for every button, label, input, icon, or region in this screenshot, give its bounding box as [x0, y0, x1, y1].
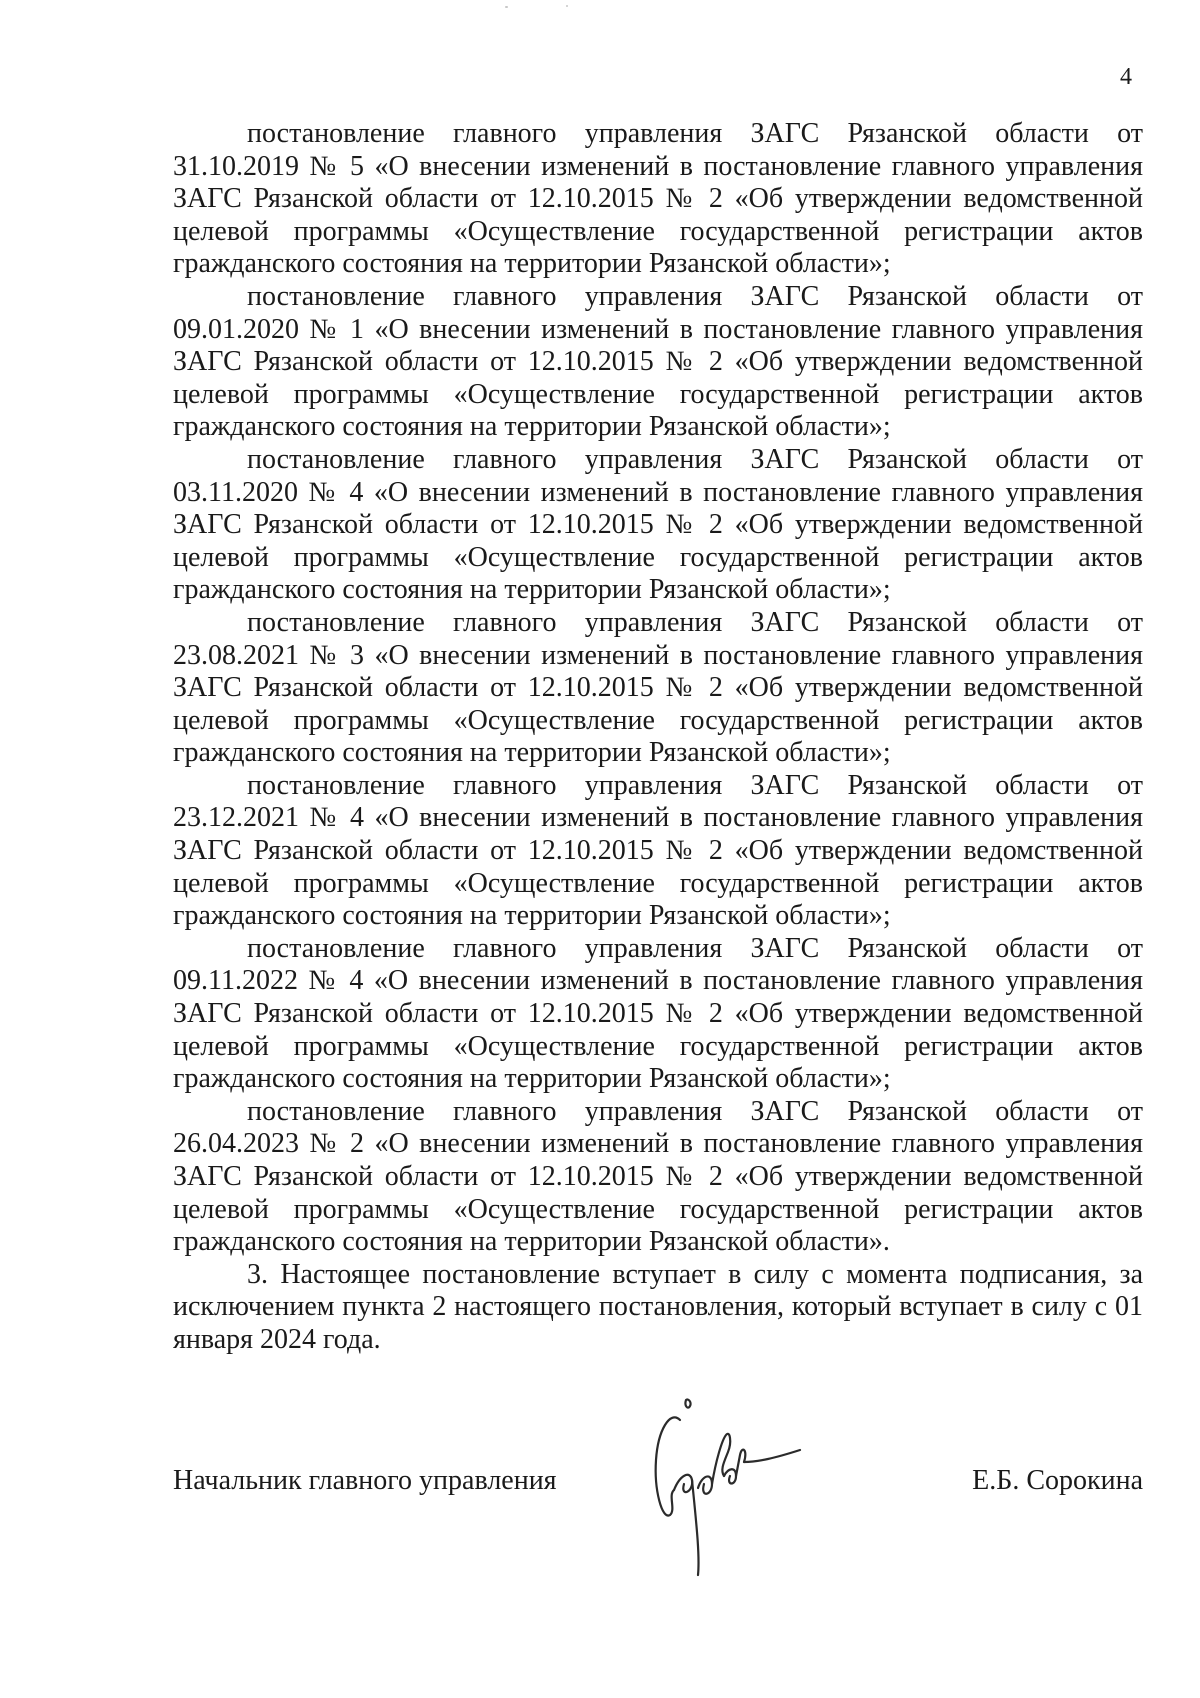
handwritten-signature — [640, 1380, 840, 1580]
list-item-resolution: постановление главного управления ЗАГС Рязанской области от 31.10.2019 № 5 «О внесении изменений в постановление главного управления ЗАГС Рязанской области от 12.10.2015 № 2 «Об утверждении ведомственной целевой программы «Осуществление государственной регистрации актов гражданского состояния на территории Рязанской области»; — [173, 118, 1143, 280]
scan-artifact — [566, 5, 568, 7]
list-item-resolution: постановление главного управления ЗАГС Рязанской области от 23.12.2021 № 4 «О внесении изменений в постановление главного управления ЗАГС Рязанской области от 12.10.2015 № 2 «Об утверждении ведомственной целевой программы «Осуществление государственной регистрации актов гражданского состояния на территории Рязанской области»; — [173, 769, 1143, 932]
list-item-resolution: постановление главного управления ЗАГС Рязанской области от 09.11.2022 № 4 «О внесении изменений в постановление главного управления ЗАГС Рязанской области от 12.10.2015 № 2 «Об утверждении ведомственной целевой программы «Осуществление государственной регистрации актов гражданского состояния на территории Рязанской области»; — [173, 932, 1143, 1095]
list-item-resolution: постановление главного управления ЗАГС Рязанской области от 26.04.2023 № 2 «О внесении изменений в постановление главного управления ЗАГС Рязанской области от 12.10.2015 № 2 «Об утверждении ведомственной целевой программы «Осуществление государственной регистрации актов гражданского состояния на территории Рязанской области». — [173, 1095, 1143, 1258]
scan-artifact — [505, 6, 508, 8]
page-number: 4 — [1120, 64, 1132, 90]
list-item-resolution: постановление главного управления ЗАГС Рязанской области от 03.11.2020 № 4 «О внесении изменений в постановление главного управления ЗАГС Рязанской области от 12.10.2015 № 2 «Об утверждении ведомственной целевой программы «Осуществление государственной регистрации актов гражданского состояния на территории Рязанской области»; — [173, 443, 1143, 606]
document-body — [173, 118, 1143, 1357]
signatory-name: Е.Б. Сорокина — [972, 1465, 1143, 1496]
signatory-position: Начальник главного управления — [173, 1465, 557, 1496]
list-item-resolution: постановление главного управления ЗАГС Рязанской области от 23.08.2021 № 3 «О внесении изменений в постановление главного управления ЗАГС Рязанской области от 12.10.2015 № 2 «Об утверждении ведомственной целевой программы «Осуществление государственной регистрации актов гражданского состояния на территории Рязанской области»; — [173, 606, 1143, 769]
list-item-resolution: постановление главного управления ЗАГС Рязанской области от 09.01.2020 № 1 «О внесении изменений в постановление главного управления ЗАГС Рязанской области от 12.10.2015 № 2 «Об утверждении ведомственной целевой программы «Осуществление государственной регистрации актов гражданского состояния на территории Рязанской области»; — [173, 280, 1143, 443]
clause-3-effective-date: 3. Настоящее постановление вступает в силу с момента подписания, за исключением пункта 2 настоящего постановления, который вступает в силу с 01 января 2024 года. — [173, 1258, 1143, 1355]
